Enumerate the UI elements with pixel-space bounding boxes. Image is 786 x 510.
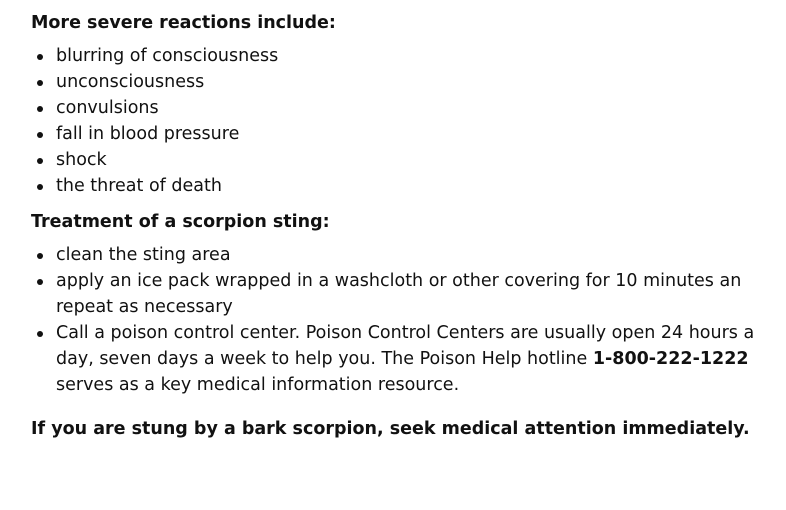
- list-item: [31, 69, 776, 95]
- treatment-heading: Treatment of a scorpion sting:: [31, 212, 330, 232]
- list-item: [31, 268, 776, 320]
- list-item-text: clean the sting area: [56, 245, 231, 265]
- treatment-section: [31, 209, 776, 398]
- list-item-text: blurring of consciousness: [56, 46, 279, 66]
- list-item-text: fall in blood pressure: [56, 124, 240, 144]
- list-item: [31, 121, 776, 147]
- severe-reactions-list: [31, 43, 776, 199]
- bullet-icon: [37, 80, 43, 86]
- list-item-text: the threat of death: [56, 176, 222, 196]
- poison-control-item: [31, 320, 776, 398]
- bullet-icon: [37, 279, 43, 285]
- poison-hotline-number: 1-800-222-1222: [592, 349, 749, 369]
- bullet-icon: [37, 158, 43, 164]
- list-item: [31, 95, 776, 121]
- list-item-text: shock: [56, 150, 107, 170]
- poison-text-before: Call a poison control center. Poison Control Centers are usually open 24 hours a day, seven days a week to help you. The Poison Help hotline: [56, 323, 755, 369]
- severe-reactions-section: [31, 10, 776, 199]
- list-item: [31, 147, 776, 173]
- severe-reactions-heading: More severe reactions include:: [31, 13, 336, 33]
- bullet-icon: [37, 54, 43, 60]
- bullet-icon: [37, 253, 43, 259]
- list-item: [31, 173, 776, 199]
- list-item-text: convulsions: [56, 98, 159, 118]
- list-item: [31, 43, 776, 69]
- list-item-text: apply an ice pack wrapped in a washcloth or other covering for 10 minutes an repeat as necessary: [56, 271, 742, 317]
- treatment-list: [31, 242, 776, 398]
- bullet-icon: [37, 331, 43, 337]
- closing-warning: If you are stung by a bark scorpion, seek medical attention immediately.: [31, 418, 750, 439]
- bullet-icon: [37, 132, 43, 138]
- bullet-icon: [37, 184, 43, 190]
- bullet-icon: [37, 106, 43, 112]
- poison-text-after: serves as a key medical information resource.: [56, 375, 460, 395]
- list-item-text: unconsciousness: [56, 72, 205, 92]
- list-item: [31, 242, 776, 268]
